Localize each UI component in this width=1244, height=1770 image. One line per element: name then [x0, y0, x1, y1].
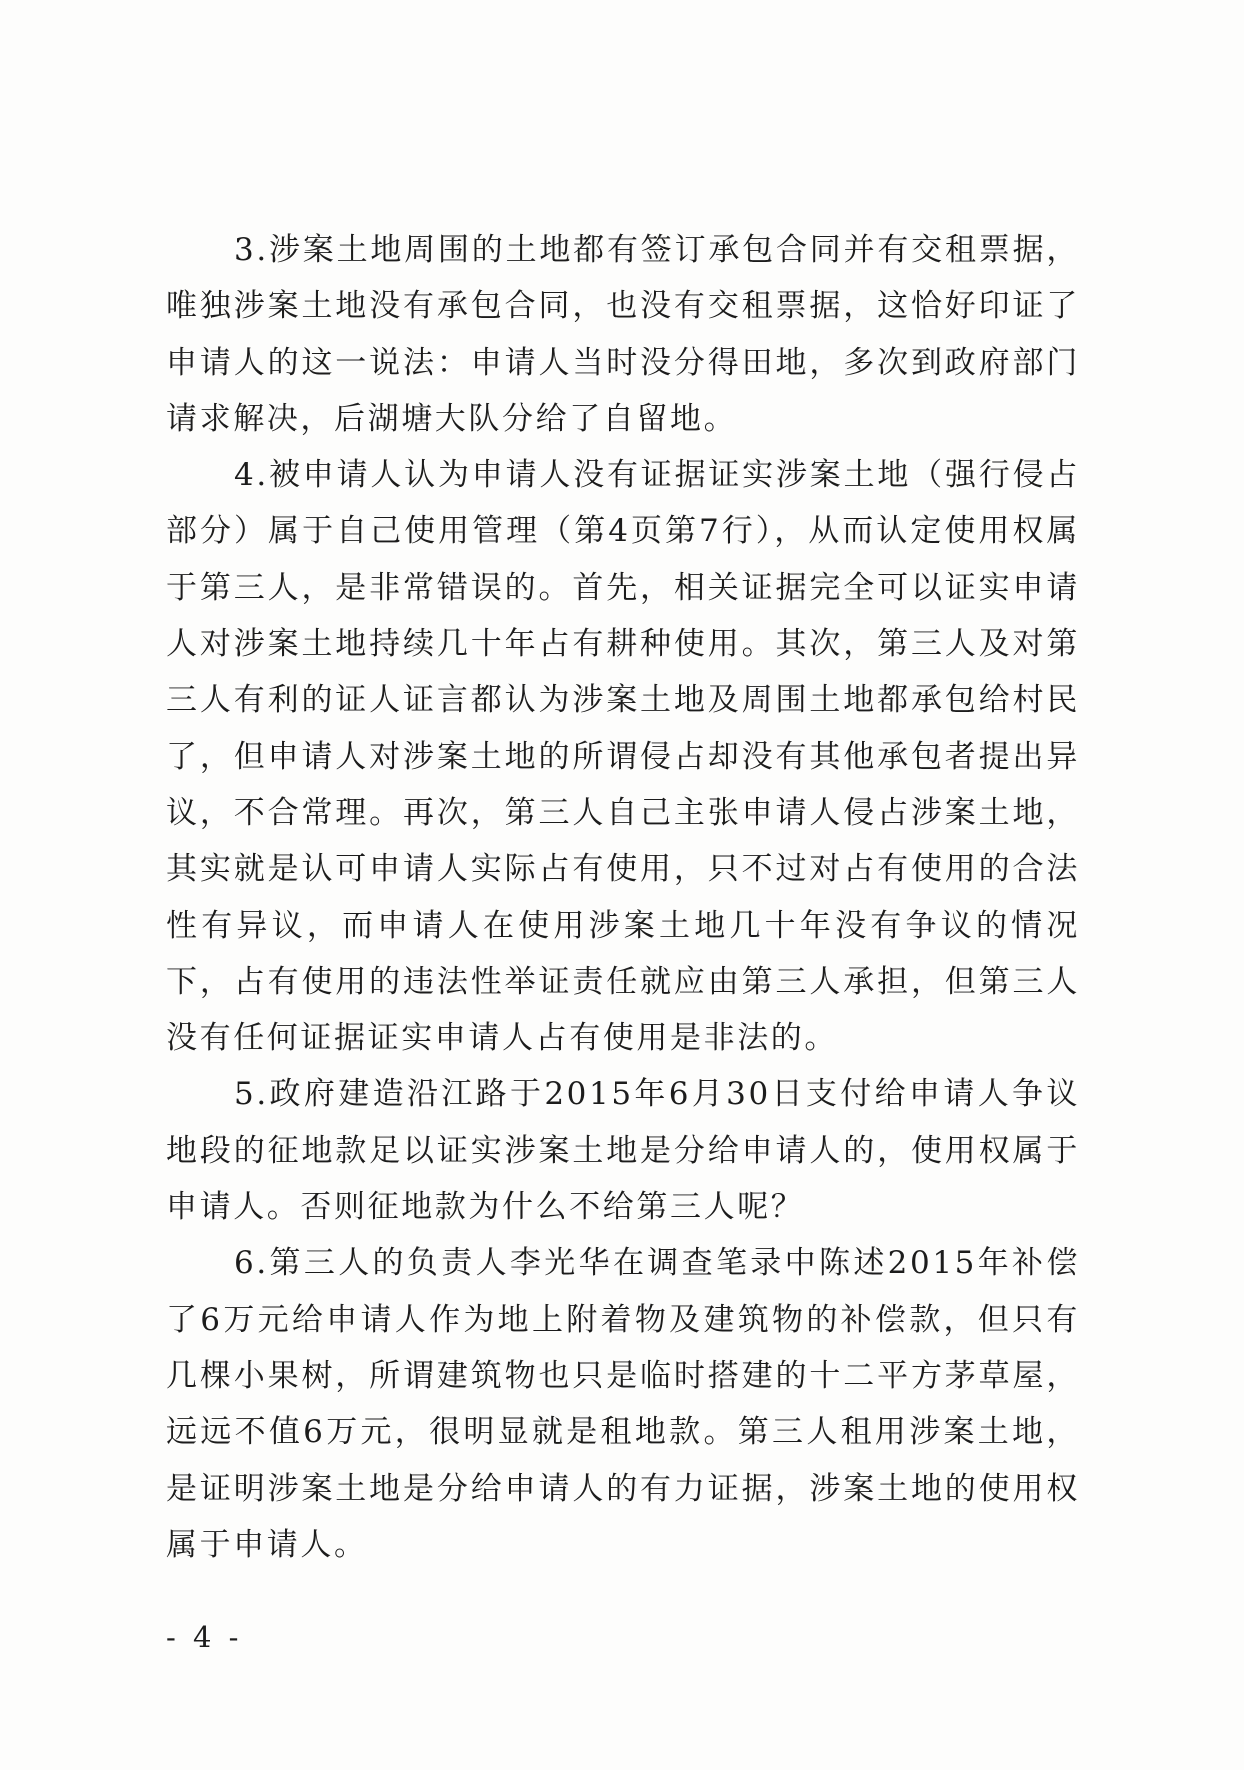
paragraph-6: 6.第三人的负责人李光华在调查笔录中陈述2015年补偿了6万元给申请人作为地上附着物及建筑物的补偿款，但只有几棵小果树，所谓建筑物也只是临时搭建的十二平方茅草屋，远远不值6万元，很明显就是租地款。第三人租用涉案土地，是证明涉案土地是分给申请人的有力证据，涉案土地的使用权属于申请人。	[166, 1245, 1080, 1563]
paragraph-5: 5.政府建造沿江路于2015年6月30日支付给申请人争议地段的征地款足以证实涉案土地是分给申请人的，使用权属于申请人。否则征地款为什么不给第三人呢？	[166, 1076, 1080, 1226]
paragraph-3: 3.涉案土地周围的土地都有签订承包合同并有交租票据，唯独涉案土地没有承包合同，也没有交租票据，这恰好印证了申请人的这一说法：申请人当时没分得田地，多次到政府部门请求解决，后湖塘大队分给了自留地。	[166, 232, 1080, 437]
page-number: - 4 -	[166, 1620, 243, 1654]
body-text	[166, 222, 1080, 1573]
paragraph-4: 4.被申请人认为申请人没有证据证实涉案土地（强行侵占部分）属于自己使用管理（第4页第7行），从而认定使用权属于第三人，是非常错误的。首先，相关证据完全可以证实申请人对涉案土地持续几十年占有耕种使用。其次，第三人及对第三人有利的证人证言都认为涉案土地及周围土地都承包给村民了，但申请人对涉案土地的所谓侵占却没有其他承包者提出异议，不合常理。再次，第三人自己主张申请人侵占涉案土地，其实就是认可申请人实际占有使用，只不过对占有使用的合法性有异议，而申请人在使用涉案土地几十年没有争议的情况下，占有使用的违法性举证责任就应由第三人承担，但第三人没有任何证据证实申请人占有使用是非法的。	[166, 457, 1080, 1057]
